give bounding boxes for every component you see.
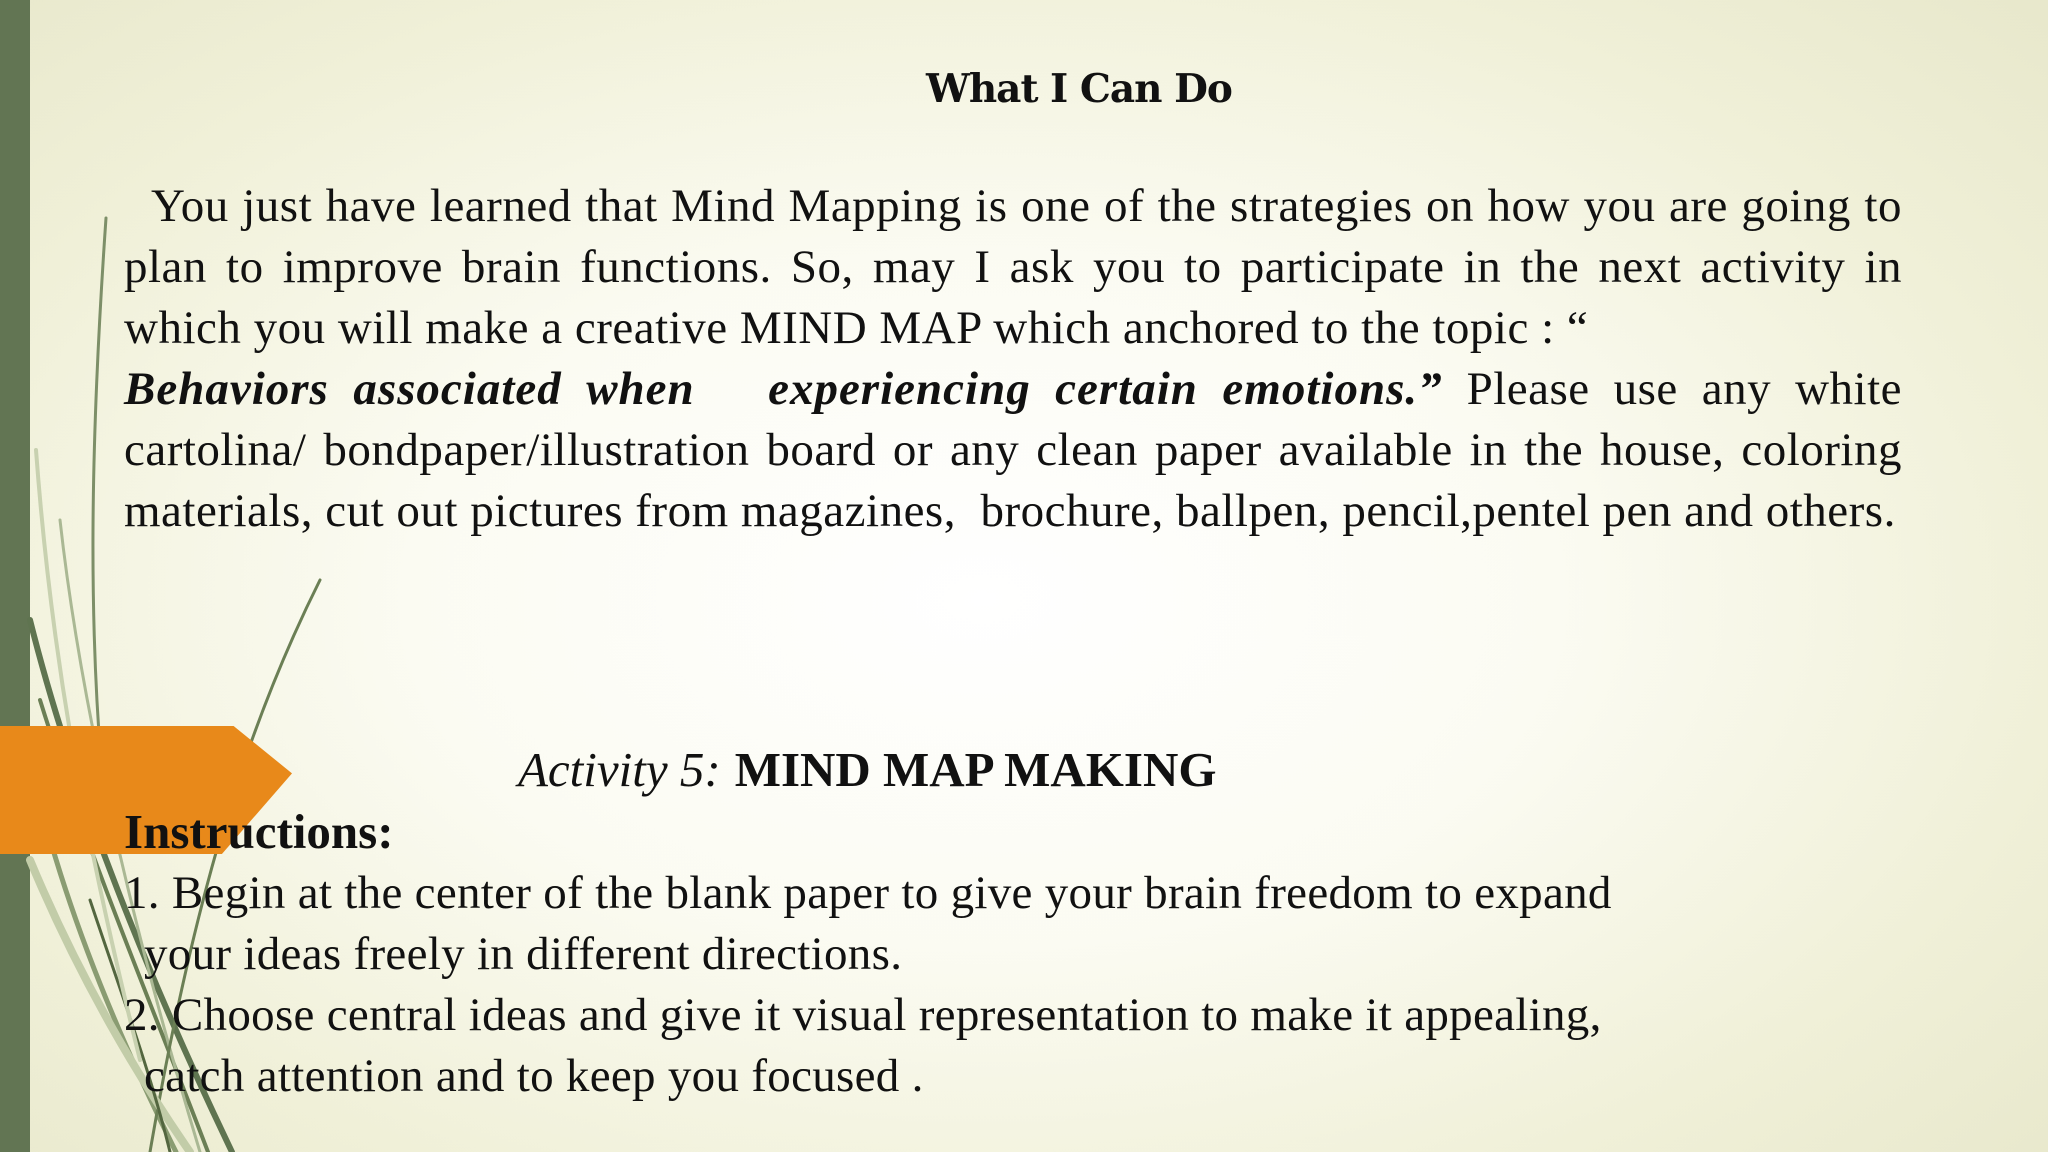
intro-paragraph [124, 176, 1902, 542]
intro-text: You just have learned that Mind Mapping is one of the strategies on how you are going to plan to improve brain functions. So, may I ask you to participate in the next activity in which you will make a creative MIND MAP which anchored to the topic : “ [124, 180, 1902, 354]
topic-text: Behaviors associated when experiencing certain emotions.” [124, 363, 1443, 415]
left-accent-bar [0, 0, 30, 1152]
instructions-list [124, 863, 1904, 1107]
activity-label: Activity 5: [518, 742, 721, 797]
instruction-continuation: catch attention and to keep you focused . [144, 1050, 924, 1102]
materials-text: Please use any white cartolina/ bondpaper/illustration board or any clean paper available in the house, coloring materials, cut out pictures from magazines, brochure, ballpen, pencil,pentel pen and others. [124, 363, 1902, 537]
instruction-item [124, 863, 1904, 985]
instruction-continuation: your ideas freely in different directions. [144, 928, 903, 980]
activity-name: MIND MAP MAKING [734, 742, 1217, 797]
slide-title: What I Can Do [926, 66, 1232, 112]
instructions-heading: Instructions: [124, 804, 394, 859]
instruction-item [124, 985, 1904, 1107]
instruction-line: 1. Begin at the center of the blank paper to give your brain freedom to expand [124, 867, 1612, 919]
activity-heading [518, 740, 1216, 800]
instruction-line: 2. Choose central ideas and give it visual representation to make it appealing, [124, 989, 1602, 1041]
